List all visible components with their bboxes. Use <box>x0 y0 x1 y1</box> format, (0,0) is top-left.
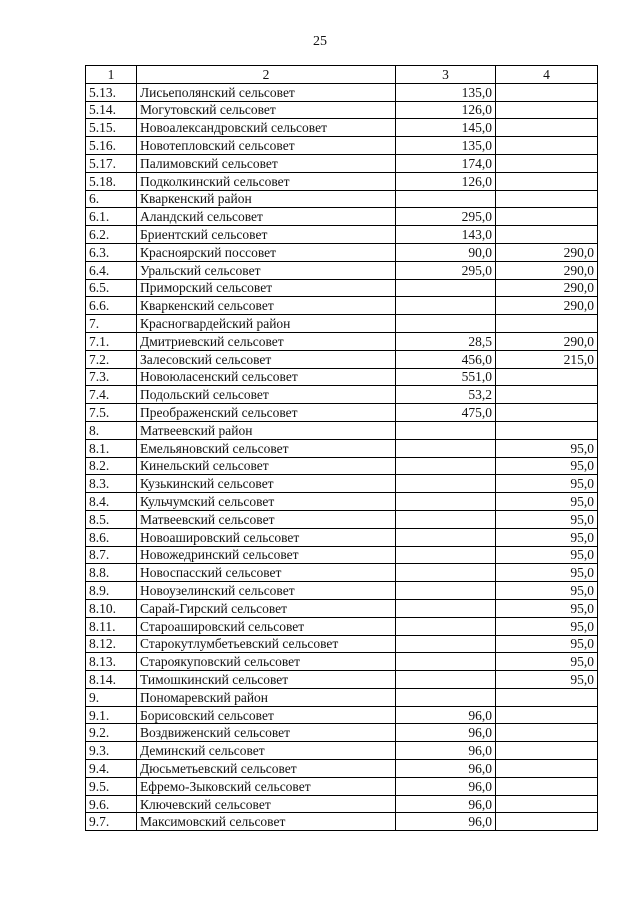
row-number-cell: 6. <box>86 190 137 208</box>
column-4-value-cell: 95,0 <box>496 653 598 671</box>
row-name-cell: Преображенский сельсовет <box>137 404 396 422</box>
row-name-cell: Новоузелинский сельсовет <box>137 582 396 600</box>
column-4-value-cell: 95,0 <box>496 599 598 617</box>
table-row <box>86 582 598 600</box>
row-number-cell: 8.6. <box>86 528 137 546</box>
column-4-value-cell: 95,0 <box>496 493 598 511</box>
column-3-value-cell <box>396 546 496 564</box>
row-number-cell: 6.5. <box>86 279 137 297</box>
column-4-value-cell <box>496 154 598 172</box>
column-3-value-cell: 126,0 <box>396 172 496 190</box>
column-3-value-cell: 53,2 <box>396 386 496 404</box>
row-name-cell: Подколкинский сельсовет <box>137 172 396 190</box>
column-3-value-cell <box>396 528 496 546</box>
table-row <box>86 475 598 493</box>
table-row <box>86 688 598 706</box>
row-name-cell: Староашировский сельсовет <box>137 617 396 635</box>
row-number-cell: 9.3. <box>86 742 137 760</box>
row-number-cell: 7.2. <box>86 350 137 368</box>
row-number-cell: 5.13. <box>86 83 137 101</box>
table-row <box>86 457 598 475</box>
column-3-value-cell: 96,0 <box>396 813 496 831</box>
column-4-value-cell: 290,0 <box>496 279 598 297</box>
column-4-value-cell: 95,0 <box>496 635 598 653</box>
table-row <box>86 510 598 528</box>
column-3-value-cell <box>396 599 496 617</box>
row-name-cell: Дмитриевский сельсовет <box>137 332 396 350</box>
row-name-cell: Кваркенский сельсовет <box>137 297 396 315</box>
column-3-value-cell: 126,0 <box>396 101 496 119</box>
row-number-cell: 7.4. <box>86 386 137 404</box>
row-number-cell: 7. <box>86 315 137 333</box>
column-4-value-cell <box>496 315 598 333</box>
table-row <box>86 261 598 279</box>
row-name-cell: Кинельский сельсовет <box>137 457 396 475</box>
row-name-cell: Аландский сельсовет <box>137 208 396 226</box>
column-3-value-cell <box>396 635 496 653</box>
row-number-cell: 5.14. <box>86 101 137 119</box>
table-row <box>86 813 598 831</box>
row-number-cell: 8.10. <box>86 599 137 617</box>
column-3-value-cell <box>396 510 496 528</box>
page-number: 25 <box>313 34 327 49</box>
row-number-cell: 9.2. <box>86 724 137 742</box>
table-row <box>86 404 598 422</box>
row-name-cell: Палимовский сельсовет <box>137 154 396 172</box>
column-3-value-cell: 96,0 <box>396 724 496 742</box>
table-row <box>86 243 598 261</box>
row-name-cell: Красногвардейский район <box>137 315 396 333</box>
row-name-cell: Старокутлумбетьевский сельсовет <box>137 635 396 653</box>
column-3-value-cell <box>396 279 496 297</box>
row-name-cell: Красноярский поссовет <box>137 243 396 261</box>
column-3-value-cell: 295,0 <box>396 261 496 279</box>
column-3-value-cell <box>396 297 496 315</box>
column-3-value-cell: 145,0 <box>396 119 496 137</box>
row-number-cell: 9.7. <box>86 813 137 831</box>
column-header: 2 <box>137 66 396 84</box>
column-4-value-cell <box>496 688 598 706</box>
table-row <box>86 368 598 386</box>
table-row <box>86 279 598 297</box>
table-row <box>86 297 598 315</box>
row-number-cell: 8.11. <box>86 617 137 635</box>
column-3-value-cell <box>396 564 496 582</box>
row-number-cell: 8.12. <box>86 635 137 653</box>
column-4-value-cell: 290,0 <box>496 243 598 261</box>
row-name-cell: Новотепловский сельсовет <box>137 137 396 155</box>
column-4-value-cell <box>496 813 598 831</box>
column-3-value-cell: 90,0 <box>396 243 496 261</box>
row-number-cell: 9. <box>86 688 137 706</box>
table-row <box>86 653 598 671</box>
column-header: 1 <box>86 66 137 84</box>
column-4-value-cell <box>496 172 598 190</box>
column-3-value-cell <box>396 582 496 600</box>
table-row <box>86 493 598 511</box>
column-4-value-cell <box>496 137 598 155</box>
column-4-value-cell <box>496 724 598 742</box>
table-row <box>86 226 598 244</box>
table-row <box>86 190 598 208</box>
column-3-value-cell <box>396 493 496 511</box>
column-3-value-cell: 96,0 <box>396 795 496 813</box>
row-number-cell: 8.2. <box>86 457 137 475</box>
row-number-cell: 8.14. <box>86 671 137 689</box>
column-3-value-cell <box>396 688 496 706</box>
row-number-cell: 9.1. <box>86 706 137 724</box>
column-3-value-cell: 96,0 <box>396 760 496 778</box>
column-4-value-cell: 215,0 <box>496 350 598 368</box>
row-name-cell: Новоспасский сельсовет <box>137 564 396 582</box>
column-3-value-cell: 143,0 <box>396 226 496 244</box>
row-number-cell: 8. <box>86 421 137 439</box>
column-4-value-cell <box>496 119 598 137</box>
row-name-cell: Староякуповский сельсовет <box>137 653 396 671</box>
column-3-value-cell <box>396 421 496 439</box>
table-header-row <box>86 66 598 84</box>
table-row <box>86 386 598 404</box>
row-number-cell: 8.5. <box>86 510 137 528</box>
row-name-cell: Деминский сельсовет <box>137 742 396 760</box>
column-3-value-cell <box>396 190 496 208</box>
column-4-value-cell: 95,0 <box>496 617 598 635</box>
row-name-cell: Ключевский сельсовет <box>137 795 396 813</box>
table-row <box>86 315 598 333</box>
row-name-cell: Залесовский сельсовет <box>137 350 396 368</box>
row-name-cell: Кузькинский сельсовет <box>137 475 396 493</box>
row-number-cell: 8.1. <box>86 439 137 457</box>
table-row <box>86 760 598 778</box>
table-row <box>86 119 598 137</box>
row-name-cell: Максимовский сельсовет <box>137 813 396 831</box>
table-row <box>86 724 598 742</box>
row-name-cell: Лисьеполянский сельсовет <box>137 83 396 101</box>
column-4-value-cell: 95,0 <box>496 475 598 493</box>
column-3-value-cell <box>396 315 496 333</box>
row-number-cell: 6.4. <box>86 261 137 279</box>
column-4-value-cell: 95,0 <box>496 439 598 457</box>
row-number-cell: 6.3. <box>86 243 137 261</box>
row-number-cell: 5.16. <box>86 137 137 155</box>
column-3-value-cell: 135,0 <box>396 83 496 101</box>
row-number-cell: 8.13. <box>86 653 137 671</box>
table-row <box>86 617 598 635</box>
column-4-value-cell <box>496 706 598 724</box>
column-4-value-cell <box>496 83 598 101</box>
table-row <box>86 421 598 439</box>
column-3-value-cell <box>396 671 496 689</box>
column-4-value-cell <box>496 404 598 422</box>
table-row <box>86 777 598 795</box>
column-3-value-cell: 456,0 <box>396 350 496 368</box>
column-3-value-cell <box>396 475 496 493</box>
table-row <box>86 208 598 226</box>
table-row <box>86 172 598 190</box>
table-row <box>86 332 598 350</box>
row-name-cell: Емельяновский сельсовет <box>137 439 396 457</box>
row-name-cell: Матвеевский район <box>137 421 396 439</box>
column-4-value-cell <box>496 101 598 119</box>
column-4-value-cell: 290,0 <box>496 332 598 350</box>
row-number-cell: 7.1. <box>86 332 137 350</box>
column-4-value-cell: 95,0 <box>496 582 598 600</box>
row-name-cell: Приморский сельсовет <box>137 279 396 297</box>
row-name-cell: Новоюласенский сельсовет <box>137 368 396 386</box>
column-3-value-cell: 551,0 <box>396 368 496 386</box>
row-number-cell: 9.6. <box>86 795 137 813</box>
column-4-value-cell <box>496 368 598 386</box>
row-number-cell: 8.9. <box>86 582 137 600</box>
row-name-cell: Подольский сельсовет <box>137 386 396 404</box>
table-row <box>86 83 598 101</box>
table-row <box>86 439 598 457</box>
table-row <box>86 154 598 172</box>
column-3-value-cell <box>396 439 496 457</box>
column-3-value-cell: 96,0 <box>396 777 496 795</box>
row-number-cell: 5.17. <box>86 154 137 172</box>
row-number-cell: 5.18. <box>86 172 137 190</box>
table-row <box>86 599 598 617</box>
column-3-value-cell: 96,0 <box>396 706 496 724</box>
row-name-cell: Воздвиженский сельсовет <box>137 724 396 742</box>
column-3-value-cell: 295,0 <box>396 208 496 226</box>
row-name-cell: Новоашировский сельсовет <box>137 528 396 546</box>
column-4-value-cell <box>496 190 598 208</box>
row-number-cell: 8.8. <box>86 564 137 582</box>
allocation-table <box>85 65 598 831</box>
row-number-cell: 7.5. <box>86 404 137 422</box>
column-4-value-cell <box>496 226 598 244</box>
table-row <box>86 528 598 546</box>
column-3-value-cell: 174,0 <box>396 154 496 172</box>
table-row <box>86 795 598 813</box>
column-3-value-cell: 96,0 <box>396 742 496 760</box>
row-number-cell: 6.6. <box>86 297 137 315</box>
row-name-cell: Бриентский сельсовет <box>137 226 396 244</box>
column-4-value-cell: 95,0 <box>496 564 598 582</box>
row-name-cell: Дюсьметьевский сельсовет <box>137 760 396 778</box>
row-name-cell: Борисовский сельсовет <box>137 706 396 724</box>
table-row <box>86 706 598 724</box>
column-3-value-cell <box>396 457 496 475</box>
row-name-cell: Кваркенский район <box>137 190 396 208</box>
column-4-value-cell: 290,0 <box>496 261 598 279</box>
column-4-value-cell: 95,0 <box>496 671 598 689</box>
row-number-cell: 5.15. <box>86 119 137 137</box>
row-name-cell: Кульчумский сельсовет <box>137 493 396 511</box>
column-header: 3 <box>396 66 496 84</box>
row-name-cell: Ефремо-Зыковский сельсовет <box>137 777 396 795</box>
row-name-cell: Могутовский сельсовет <box>137 101 396 119</box>
row-name-cell: Тимошкинский сельсовет <box>137 671 396 689</box>
column-4-value-cell: 95,0 <box>496 457 598 475</box>
row-number-cell: 6.2. <box>86 226 137 244</box>
column-4-value-cell <box>496 421 598 439</box>
column-3-value-cell <box>396 617 496 635</box>
column-4-value-cell <box>496 208 598 226</box>
table-row <box>86 635 598 653</box>
row-number-cell: 8.4. <box>86 493 137 511</box>
table-row <box>86 101 598 119</box>
row-number-cell: 8.3. <box>86 475 137 493</box>
column-4-value-cell <box>496 386 598 404</box>
table-row <box>86 546 598 564</box>
table-row <box>86 742 598 760</box>
column-4-value-cell <box>496 742 598 760</box>
row-number-cell: 9.4. <box>86 760 137 778</box>
row-name-cell: Уральский сельсовет <box>137 261 396 279</box>
row-name-cell: Матвеевский сельсовет <box>137 510 396 528</box>
column-4-value-cell: 95,0 <box>496 528 598 546</box>
column-4-value-cell: 290,0 <box>496 297 598 315</box>
column-4-value-cell: 95,0 <box>496 546 598 564</box>
column-3-value-cell: 28,5 <box>396 332 496 350</box>
column-3-value-cell: 135,0 <box>396 137 496 155</box>
row-name-cell: Новоалександровский сельсовет <box>137 119 396 137</box>
row-name-cell: Пономаревский район <box>137 688 396 706</box>
table-row <box>86 671 598 689</box>
row-number-cell: 9.5. <box>86 777 137 795</box>
column-3-value-cell <box>396 653 496 671</box>
column-4-value-cell: 95,0 <box>496 510 598 528</box>
row-number-cell: 6.1. <box>86 208 137 226</box>
row-number-cell: 7.3. <box>86 368 137 386</box>
table-row <box>86 137 598 155</box>
table-row <box>86 350 598 368</box>
column-header: 4 <box>496 66 598 84</box>
table-row <box>86 564 598 582</box>
row-number-cell: 8.7. <box>86 546 137 564</box>
row-name-cell: Сарай-Гирский сельсовет <box>137 599 396 617</box>
column-3-value-cell: 475,0 <box>396 404 496 422</box>
row-name-cell: Новожедринский сельсовет <box>137 546 396 564</box>
column-4-value-cell <box>496 795 598 813</box>
column-4-value-cell <box>496 777 598 795</box>
column-4-value-cell <box>496 760 598 778</box>
